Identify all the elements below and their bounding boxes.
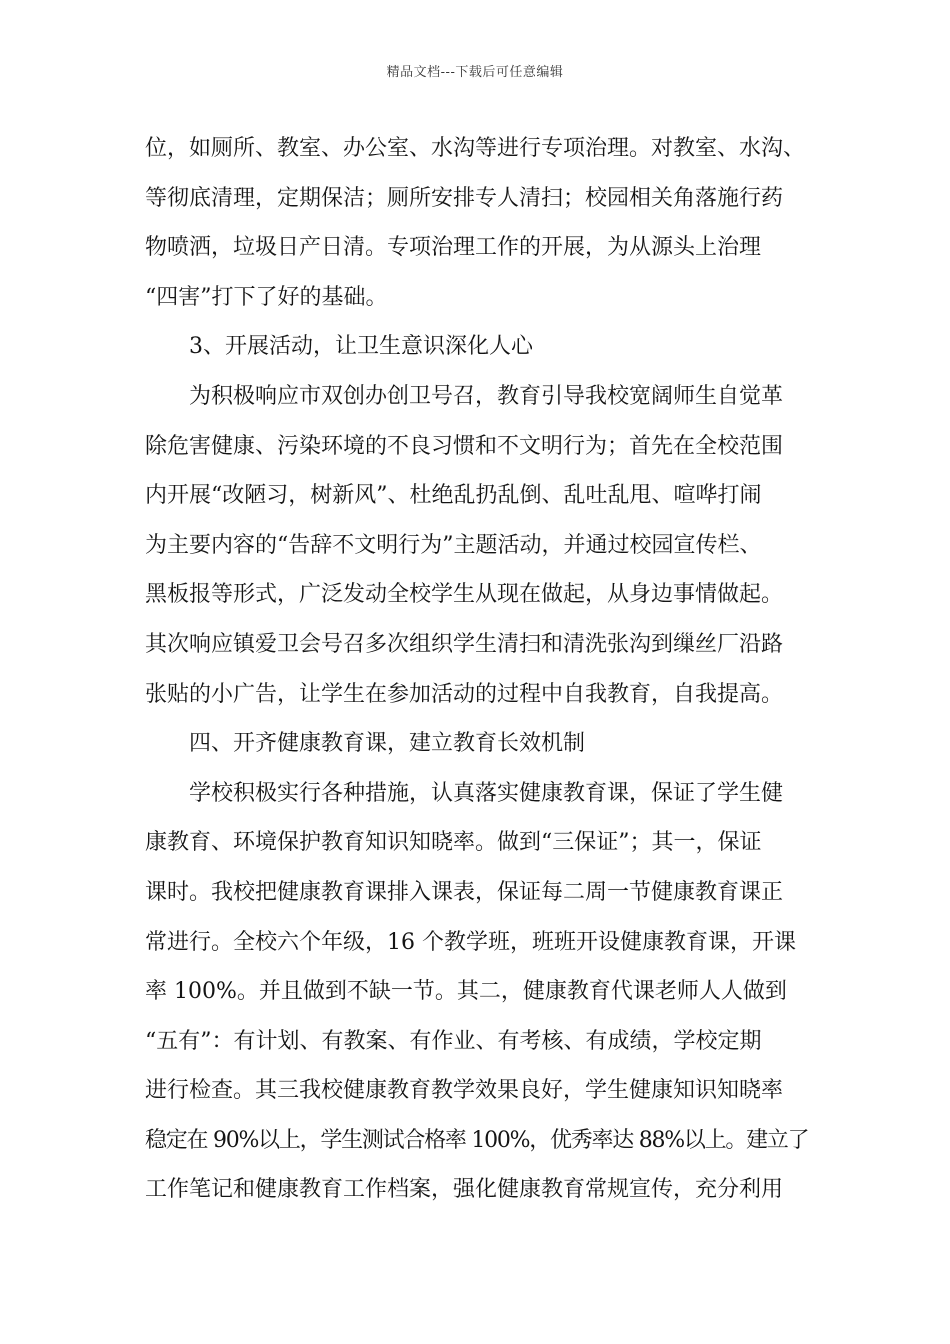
body-line: 工作笔记和健康教育工作档案，强化健康教育常规宣传，充分利用 xyxy=(145,1177,784,1203)
body-line: 等彻底清理，定期保洁；厕所安排专人清扫；校园相关角落施行药 xyxy=(145,185,784,211)
body-line: “五有”：有计划、有教案、有作业、有考核、有成绩，学校定期 xyxy=(145,1028,762,1054)
body-line: 常进行。全校六个年级，16 个教学班，班班开设健康教育课，开课 xyxy=(145,929,796,955)
body-line: 课时。我校把健康教育课排入课表，保证每二周一节健康教育课正 xyxy=(145,879,784,905)
page-header: 精品文档---下载后可任意编辑 xyxy=(386,65,564,80)
body-line: 物喷洒，垃圾日产日清。专项治理工作的开展，为从源头上治理 xyxy=(145,235,762,261)
body-line: 稳定在 90%以上，学生测试合格率 100%，优秀率达 88%以上。建立了 xyxy=(145,1127,809,1153)
body-line: 张贴的小广告，让学生在参加活动的过程中自我教育，自我提高。 xyxy=(145,681,784,707)
body-line: 黑板报等形式，广泛发动全校学生从现在做起，从身边事情做起。 xyxy=(145,582,784,608)
body-line: 为主要内容的“告辞不文明行为”主题活动，并通过校园宣传栏、 xyxy=(145,532,762,558)
body-line: 康教育、环境保护教育知识知晓率。做到“三保证”；其一，保证 xyxy=(145,830,762,856)
body-line: 学校积极实行各种措施，认真落实健康教育课，保证了学生健 xyxy=(189,780,784,806)
body-line: 位，如厕所、教室、办公室、水沟等进行专项治理。对教室、水沟、 xyxy=(145,136,806,161)
body-line: 率 100%。并且做到不缺一节。其二，健康教育代课老师人人做到 xyxy=(145,979,787,1005)
body-line: 除危害健康、污染环境的不良习惯和不文明行为；首先在全校范围 xyxy=(145,433,784,459)
body-line: 进行检查。其三我校健康教育教学效果良好，学生健康知识知晓率 xyxy=(145,1078,784,1104)
body-line: 其次响应镇爱卫会号召多次组织学生清扫和清洗张沟到缫丝厂沿路 xyxy=(145,631,784,657)
body-line: “四害”打下了好的基础。 xyxy=(145,284,388,310)
section-heading: 3、开展活动，让卫生意识深化人心 xyxy=(189,334,533,360)
body-line: 内开展“改陋习，树新风”、杜绝乱扔乱倒、乱吐乱甩、喧哗打闹 xyxy=(145,483,762,509)
document-body xyxy=(145,124,810,1215)
section-heading: 四、开齐健康教育课，建立教育长效机制 xyxy=(189,731,586,757)
body-line: 为积极响应市双创办创卫号召，教育引导我校宽阔师生自觉革 xyxy=(189,383,784,409)
